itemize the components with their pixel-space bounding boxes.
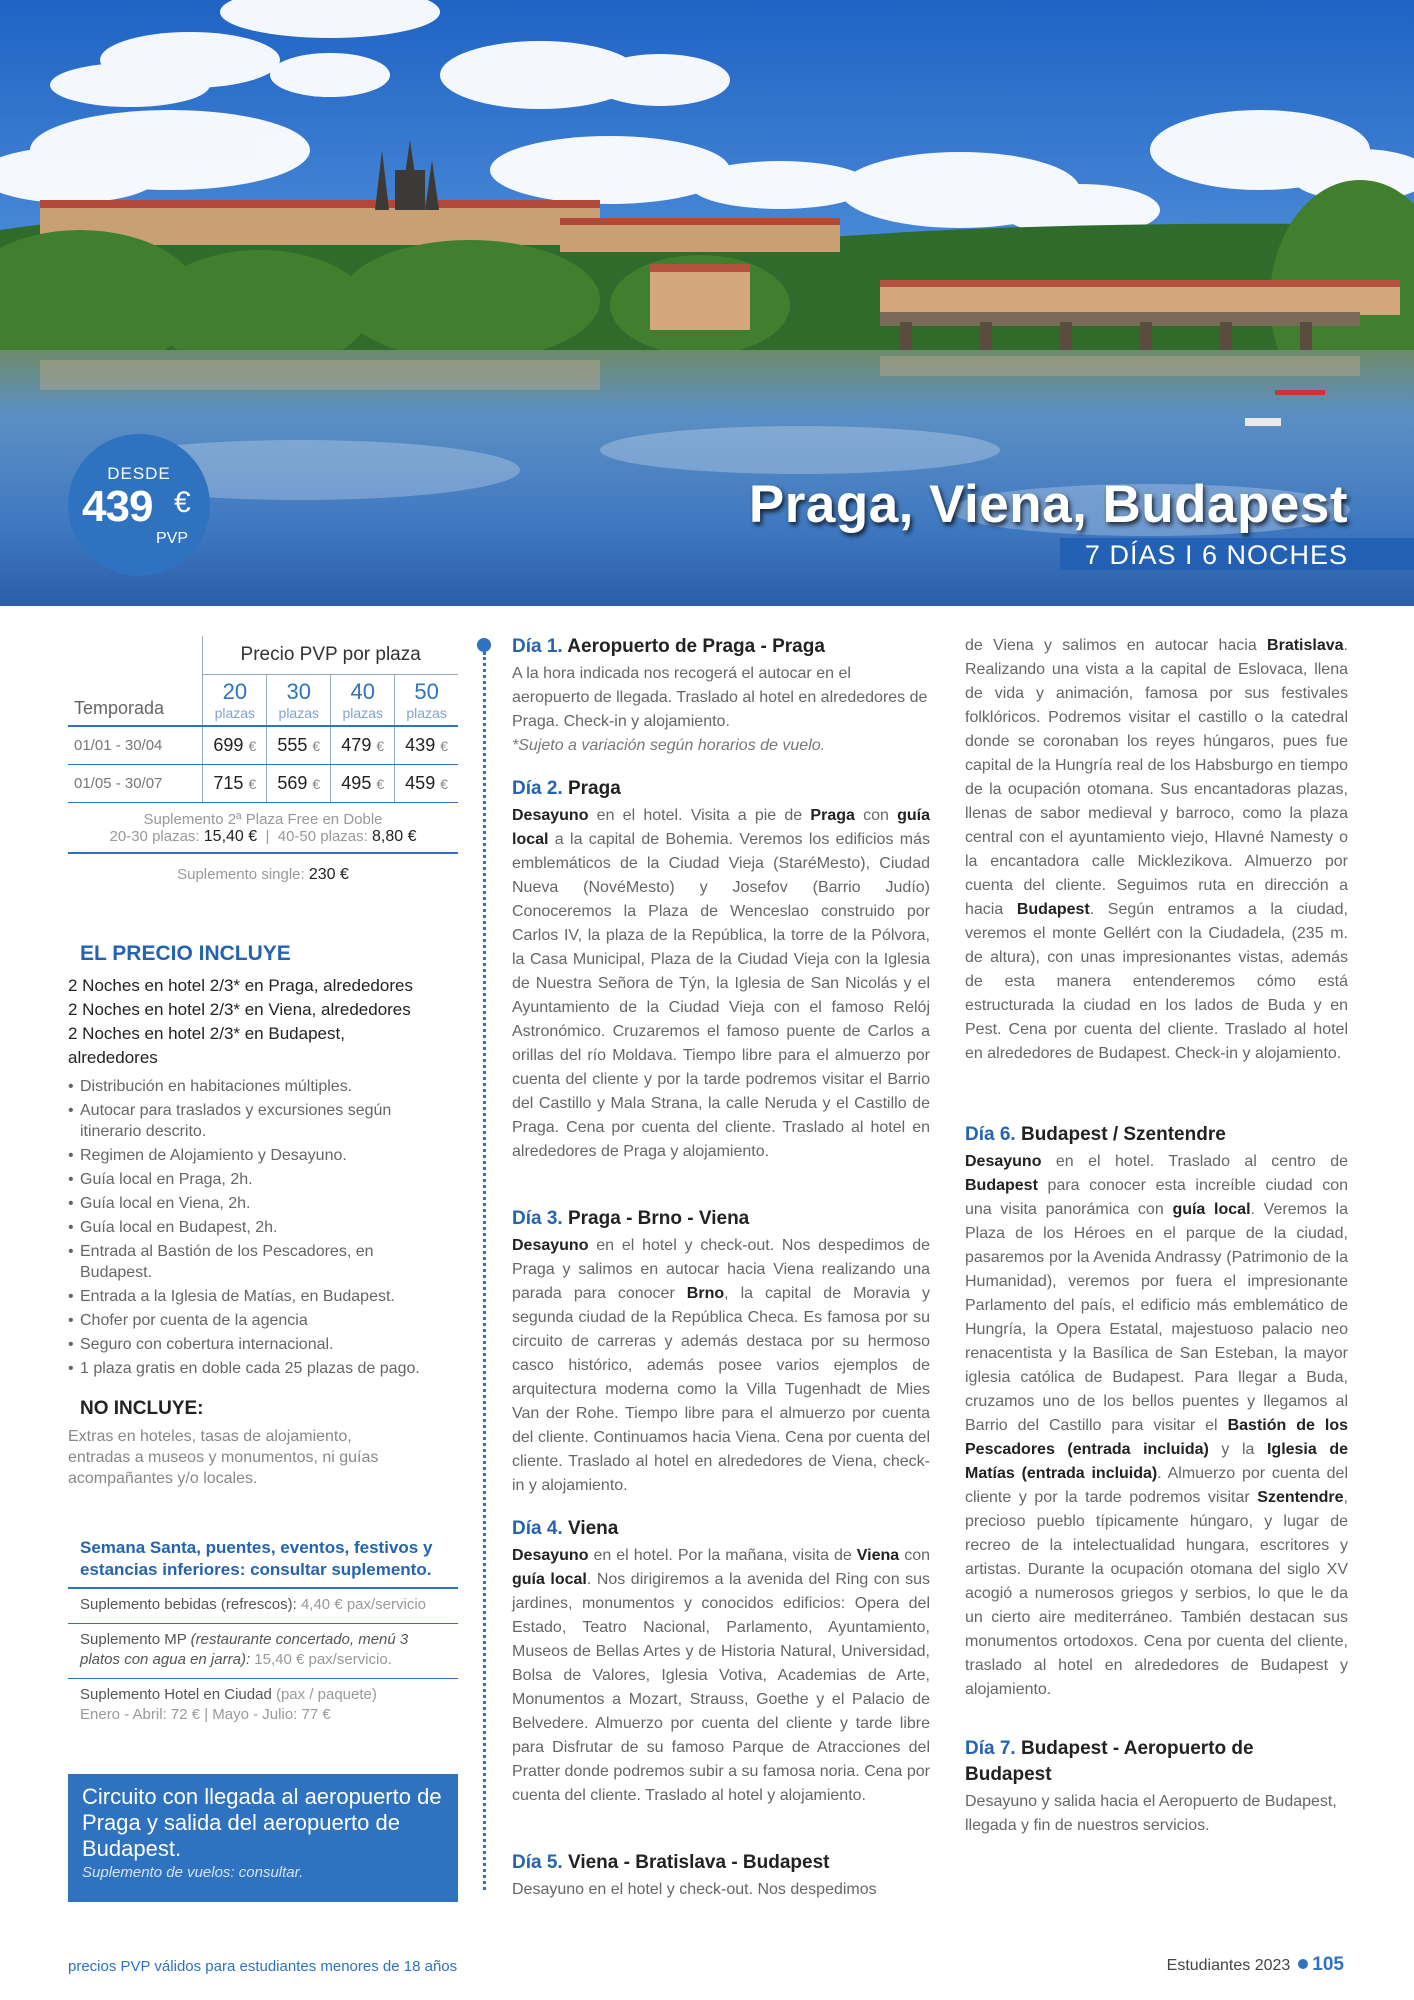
day-title: Día 2. Praga: [512, 778, 621, 799]
price-cell: 715 €: [203, 764, 267, 802]
incluye-hotels: [68, 974, 458, 1070]
price-badge: [68, 434, 210, 576]
list-item: • Guía local en Viena, 2h.: [68, 1193, 458, 1214]
badge-amount: 439: [82, 482, 153, 531]
circuito-subtitle: Suplemento de vuelos: consultar.: [82, 1864, 304, 1881]
day-text: A la hora indicada nos recogerá el autocar en el aeropuerto de llegada. Traslado al hotel en alrededores de Praga. Check-in y alojamiento.: [512, 665, 928, 730]
day-4: [512, 1516, 930, 1808]
season-cell: 01/05 - 30/07: [68, 764, 203, 802]
day-6: [965, 1122, 1348, 1702]
left-column: [68, 636, 458, 1881]
footer-page-info: [1167, 1954, 1344, 1976]
badge-currency: €: [174, 486, 191, 519]
day-title: Día 7. Budapest - Aeropuerto de Budapest: [965, 1738, 1254, 1785]
footer-dot: [1298, 1959, 1308, 1969]
dotted-divider: [483, 652, 486, 1890]
day-5-start: [512, 1850, 930, 1902]
day-1: [512, 634, 930, 758]
incluye-heading: EL PRECIO INCLUYE: [80, 942, 291, 965]
price-cell: 495 €: [331, 764, 395, 802]
badge-desde-label: DESDE: [107, 464, 171, 483]
price-cell: 569 €: [267, 764, 331, 802]
suplemento-single: Suplemento single: 230 €: [177, 865, 349, 883]
list-item: • Guía local en Praga, 2h.: [68, 1169, 458, 1190]
circuito-title: Circuito con llegada al aeropuerto de Praga y salida del aeropuerto de Budapest.: [82, 1784, 442, 1861]
day-5-continued: [965, 634, 1348, 1066]
price-cell: 459 €: [395, 764, 458, 802]
day-text: Desayuno en el hotel. Traslado al centro de Budapest para conocer esta increíble ciudad con una visita panorámica con guía local. Veremos la Plaza de los Héroes en el parque de la ciudad, pasaremos por la Avenida Andrassy (Patrimonio de la Humanidad), veremos por fuera el impresionante Parlamento del país, el edificio más emblemático de Hungría, la Opera Estatal, majestuoso palacio neo renacentista y la Basílica de San Esteban, la mayor iglesia católica de Budapest. Para llegar a Buda, cruzamos uno de los bellos puentes y llegamos al Barrio del Castillo para visitar el Bastión de los Pescadores (entrada incluida) y la Iglesia de Matías (entrada incluida). Almuerzo por cuenta del cliente y por la tarde podremos visitar Szentendre, precioso pueblo típicamente húngaro, y lugar de recreo de la intelectualidad hungara, escritores y artistas. Durante la ocupación otomana del siglo XV acogió a numerosos griegos y serbios, lo que le da un cierto aire mediterráneo. También destacan sus monumentos ortodoxos. Cena por cuenta del cliente, traslado al hotel en alrededores de Budapest y alojamiento.: [965, 1153, 1348, 1698]
list-item: 2 Noches en hotel 2/3* en Praga, alrededores: [68, 976, 413, 995]
column-40-plazas: 40 plazas: [331, 674, 395, 726]
suplemento-title: Suplemento 2ª Plaza Free en Doble: [143, 810, 383, 828]
semana-santa-note: Semana Santa, puentes, eventos, festivos y estancias inferiores: consultar suplemento.: [68, 1537, 458, 1589]
footer-note: precios PVP válidos para estudiantes menores de 18 años: [68, 1958, 458, 1975]
day-text: Desayuno y salida hacia el Aeropuerto de Budapest, llegada y fin de nuestros servicios.: [965, 1793, 1337, 1834]
day-text: de Viena y salimos en autocar hacia Bratislava. Realizando una vista a la capital de Eslovaca, llena de vida y animación, famosa por sus festivales folklóricos. Podremos visitar el castillo o la catedral donde se coronaban los reyes húngaros, pues fue capital de la Hungría real de los Habsburgo en tiempo de la ocupación otomana. Sus encantadoras plazas, llenas de sabor medieval y barroco, como la plaza central con el ayuntamiento viejo, Hlavné Namesty o la encantadora calle Micklezikova. Almuerzo por cuenta del cliente. Seguimos ruta en dirección a hacia Budapest. Según entramos a la ciudad, veremos el monte Gellért con la Ciudadela, (235 m. de altura), con unas impresionantes vistas, además de esta manera entenderemos cómo está estructurada la ciudad en los lados de Buda y en Pest. Cena por cuenta del cliente. Traslado al hotel en alrededores de Budapest. Check-in y alojamiento.: [965, 637, 1349, 1062]
list-item: • Regimen de Alojamiento y Desayuno.: [68, 1145, 458, 1166]
circuito-callout: [68, 1774, 458, 1902]
suplemento-mp: Suplemento MP (restaurante concertado, menú 3 platos con agua en jarra): 15,40 € pax/servicio.: [68, 1624, 458, 1679]
price-table: [68, 636, 458, 803]
list-item: • Distribución en habitaciones múltiples.: [68, 1076, 458, 1097]
no-incluye-heading: NO INCLUYE:: [80, 1398, 204, 1419]
list-item: • Guía local en Budapest, 2h.: [68, 1217, 458, 1238]
day-title: Día 6. Budapest / Szentendre: [965, 1124, 1226, 1145]
suplemento-hotel-ciudad: Suplemento Hotel en Ciudad (pax / paquete) Enero - Abril: 72 € | Mayo - Julio: 77 €: [80, 1686, 377, 1723]
no-incluye-text: Extras en hoteles, tasas de alojamiento, entradas a museos y monumentos, ni guías acompañantes y/o locales.: [68, 1428, 379, 1487]
incluye-list: [68, 1076, 458, 1382]
day-3: [512, 1206, 930, 1498]
list-item: • 1 plaza gratis en doble cada 25 plazas de pago.: [68, 1358, 458, 1379]
suplementos-box: [68, 1537, 458, 1733]
hero-banner: [0, 0, 1414, 606]
price-table-header: Precio PVP por plaza: [203, 636, 458, 674]
list-item: • Seguro con cobertura internacional.: [68, 1334, 458, 1355]
list-item: 2 Noches en hotel 2/3* en Budapest, alrededores: [68, 1024, 345, 1067]
table-row: [68, 764, 458, 802]
column-20-plazas: 20 plazas: [203, 674, 267, 726]
day-title: Día 1. Aeropuerto de Praga - Praga: [512, 636, 825, 657]
day-note: *Sujeto a variación según horarios de vuelo.: [512, 737, 826, 754]
list-item: • Autocar para traslados y excursiones según itinerario descrito.: [68, 1100, 438, 1142]
page-title: Praga, Viena, Budapest: [748, 475, 1348, 534]
column-50-plazas: 50 plazas: [395, 674, 458, 726]
price-cell: 555 €: [267, 726, 331, 765]
page-number: 105: [1312, 1954, 1344, 1975]
day-7: [965, 1736, 1348, 1838]
suplemento-values: 20-30 plazas: 15,40 € | 40-50 plazas: 8,80 €: [68, 828, 458, 854]
column-30-plazas: 30 plazas: [267, 674, 331, 726]
day-text: Desayuno en el hotel y check-out. Nos despedimos: [512, 1881, 877, 1898]
day-text: Desayuno en el hotel. Por la mañana, visita de Viena con guía local. Nos dirigiremos a la avenida del Ring con sus jardines, monumentos y conocidos edificios: Opera del Estado, Teatro Nacional, Parlamento, Ayuntamiento, Museos de Bellas Artes y de Historia Natural, Universidad, Bolsa de Valores, Iglesia Votiva, Academias de Arte, Monumentos a Mozart, Strauss, Goethe y el Palacio de Belvedere. Almuerzo por cuenta del cliente y tarde libre para Disfrutar de su famoso Parque de Atracciones del Pratter donde podremos subir a su famosa noria. Cena por cuenta del cliente. Traslado al hotel y alojamiento.: [512, 1547, 931, 1804]
table-row: [68, 726, 458, 765]
day-2: [512, 776, 930, 1164]
suplemento-plaza-free: [68, 803, 458, 854]
list-item: 2 Noches en hotel 2/3* en Viena, alrededores: [68, 1000, 411, 1019]
price-cell: 699 €: [203, 726, 267, 765]
list-item: • Chofer por cuenta de la agencia: [68, 1310, 458, 1331]
price-cell: 439 €: [395, 726, 458, 765]
page-subtitle: 7 DÍAS I 6 NOCHES: [1084, 540, 1348, 570]
footer-catalog-name: Estudiantes 2023: [1166, 1957, 1291, 1974]
day-title: Día 3. Praga - Brno - Viena: [512, 1208, 750, 1229]
season-header: Temporada: [68, 636, 203, 726]
divider-dot: [477, 638, 491, 652]
list-item: • Entrada al Bastión de los Pescadores, en Budapest.: [68, 1241, 428, 1283]
suplemento-bebidas: Suplemento bebidas (refrescos): 4,40 € pax/servicio: [68, 1589, 458, 1624]
day-text: Desayuno en el hotel. Visita a pie de Praga con guía local a la capital de Bohemia. Veremos los edificios más emblemáticos de la Ciudad Vieja (StaréMesto), Ciudad Nueva (NovéMesto) y Josefov (Barrio Judío) Conoceremos la Plaza de Wenceslao construido por Carlos IV, la plaza de la República, la torre de la Pólvora, la Casa Municipal, Plaza de la Ciudad Vieja con la Iglesia de Nuestra Señora de Týn, la Iglesia de San Nicolás y el Ayuntamiento de la Ciudad Vieja con el famoso Relój Astronómico. Cruzaremos el famoso puente de Carlos a orillas del río Moldava. Tiempo libre para el almuerzo por cuenta del cliente y por la tarde podremos visitar el Barrio del Castillo y Mala Strana, la calle Neruda y el Castillo de Praga. Cena por cuenta del cliente. Traslado al hotel en alrededores de Praga y alojamiento.: [512, 807, 930, 1160]
day-title: Día 4. Viena: [512, 1518, 619, 1539]
price-cell: 479 €: [331, 726, 395, 765]
badge-pvp-label: PVP: [156, 530, 189, 547]
list-item: • Entrada a la Iglesia de Matías, en Budapest.: [68, 1286, 458, 1307]
day-title: Día 5. Viena - Bratislava - Budapest: [512, 1852, 830, 1873]
day-text: Desayuno en el hotel y check-out. Nos despedimos de Praga y salimos en autocar hacia Viena realizando una parada para conocer Brno, la capital de Moravia y segunda ciudad de la República Checa. Es famosa por su circuito de carreras y además destaca por su hermoso casco histórico, además posee varios ejemplos de arquitectura moderna como la Villa Tugenhadt de Mies Van der Rohe. Tiempo libre para el almuerzo por cuenta del cliente. Continuamos hacia Viena. Cena por cuenta del cliente. Traslado al hotel en alrededores de Viena, check-in y alojamiento.: [512, 1237, 931, 1494]
season-cell: 01/01 - 30/04: [68, 726, 203, 765]
